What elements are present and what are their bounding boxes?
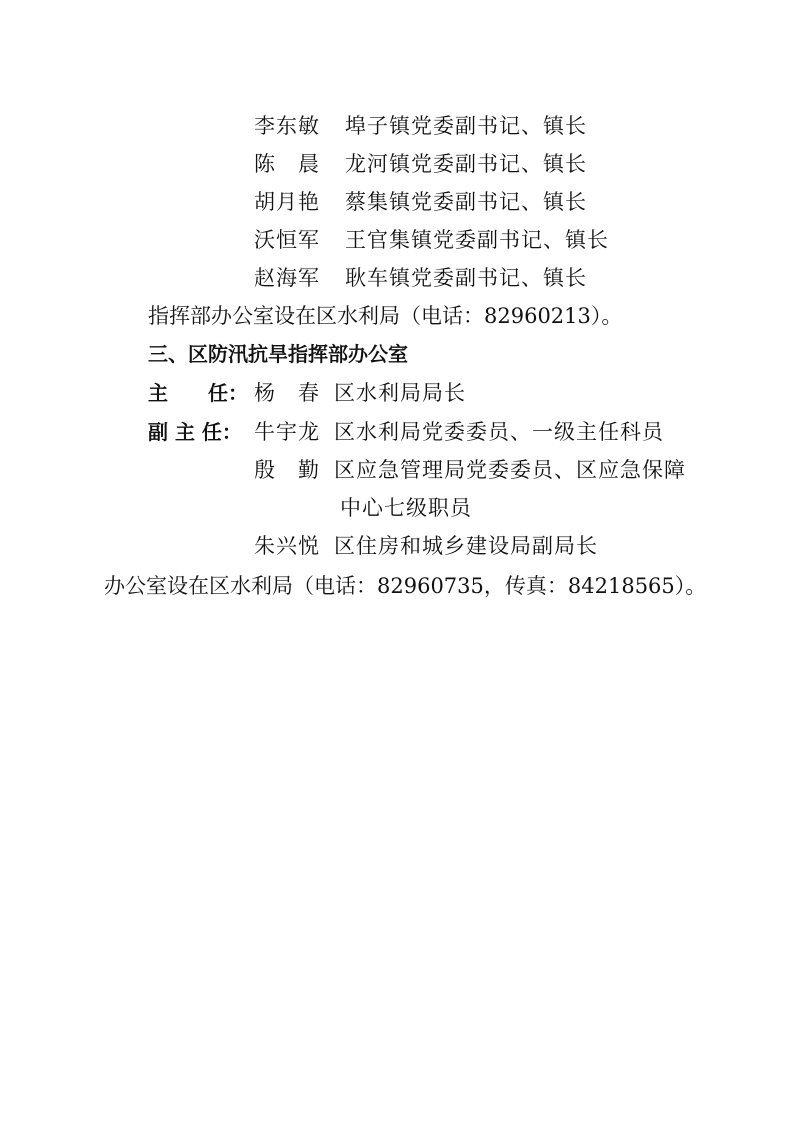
member-name: 李东敏 [254,114,320,138]
member-title: 龙河镇党委副书记、镇长 [345,152,587,176]
deputy-title: 区应急管理局党委委员、区应急保障 [334,458,686,482]
director-name: 杨 春 [254,381,320,405]
deputy-name: 殷 勤 [254,458,320,482]
member-title: 蔡集镇党委副书记、镇长 [345,190,587,214]
director-title: 区水利局局长 [334,381,466,405]
member-name: 沃恒军 [254,228,320,252]
member-title: 耿车镇党委副书记、镇长 [345,266,587,290]
section-heading: 三、区防汛抗旱指挥部办公室 [148,342,408,366]
deputy-name: 牛宇龙 [254,420,320,444]
deputy-title-continued: 中心七级职员 [340,496,472,520]
director-label: 主 任： [148,381,248,405]
office-note: 办公室设在区水利局（电话：82960735，传真：84218565）。 [104,574,707,598]
member-title: 王官集镇党委副书记、镇长 [345,228,609,252]
deputy-label: 副 主 任： [148,420,242,444]
deputy-name: 朱兴悦 [254,534,320,558]
deputy-title: 区水利局党委委员、一级主任科员 [334,420,664,444]
member-title: 埠子镇党委副书记、镇长 [345,114,587,138]
member-name: 赵海军 [254,266,320,290]
member-name: 胡月艳 [254,190,320,214]
deputy-title: 区住房和城乡建设局副局长 [334,534,598,558]
command-office-note: 指挥部办公室设在区水利局（电话：82960213）。 [148,304,623,328]
member-name: 陈 晨 [254,152,320,176]
